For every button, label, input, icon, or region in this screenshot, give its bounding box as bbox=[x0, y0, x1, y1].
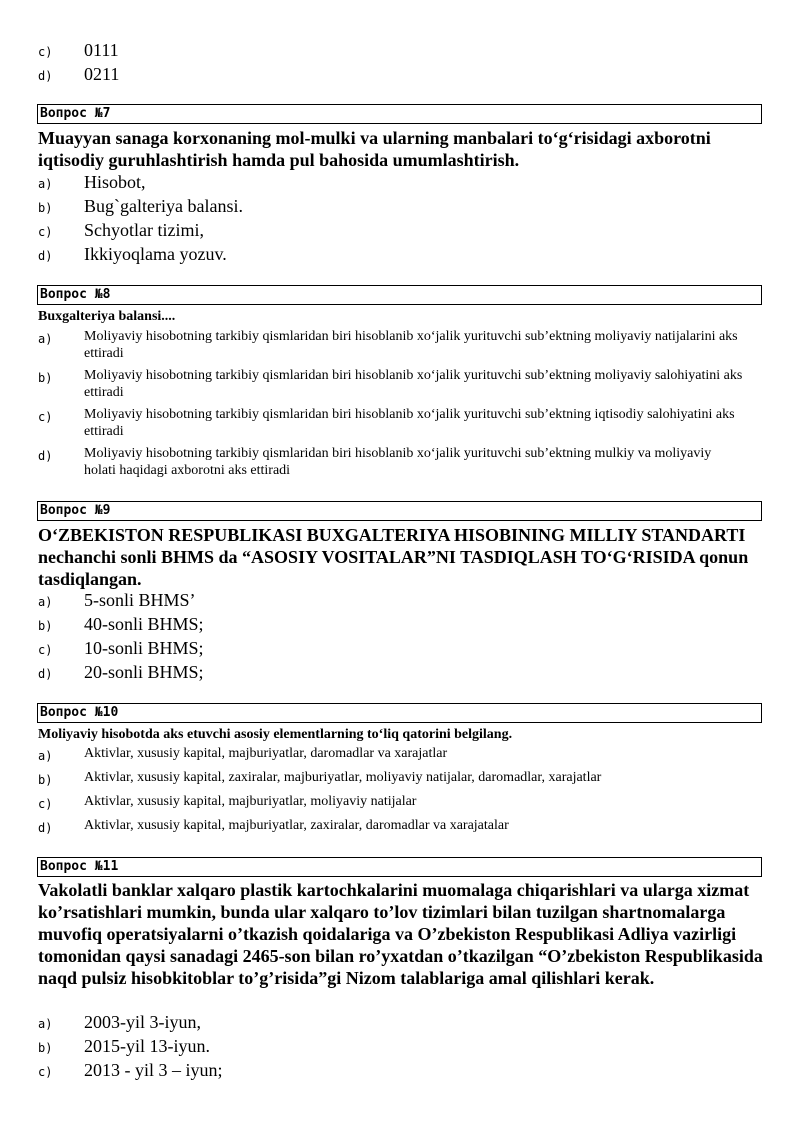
question-header: Вопрос №7 bbox=[37, 104, 762, 124]
option-text: 2003-yil 3-iyun, bbox=[84, 1012, 201, 1032]
option-text: Schyotlar tizimi, bbox=[84, 220, 204, 240]
option-text: Moliyaviy hisobotning tarkibiy qismlaridan biri hisoblanib xo‘jalik yurituvchi sub’ektning mulkiy va moliyaviy holati haqidagi axborotni aks ettiradi bbox=[84, 446, 712, 478]
option-letter: c) bbox=[38, 410, 53, 424]
option-letter: c) bbox=[38, 45, 53, 59]
option-text: 10-sonli BHMS; bbox=[84, 638, 204, 658]
question-header: Вопрос №9 bbox=[37, 501, 762, 521]
option-text: Aktivlar, xususiy kapital, majburiyatlar, moliyaviy natijalar bbox=[84, 794, 417, 809]
option-letter: c) bbox=[38, 225, 53, 239]
option-letter: b) bbox=[38, 201, 53, 215]
option-letter: a) bbox=[38, 1017, 53, 1031]
option-text: 0211 bbox=[84, 64, 120, 84]
option-text: 40-sonli BHMS; bbox=[84, 614, 204, 634]
question-text: Vakolatli banklar xalqaro plastik kartochkalarini muomalaga chiqarishlari va ularga xizmat ko’rsatishlari mumkin, bunda ular xalqaro to’lov tizimlari bilan tuzilgan shartnomalarga muvofiq operatsiyalarni o’tkazish qoidalariga va O’zbekiston Respublikasi Adliya vazirligi tomonidan qaysi sanadagi 2465-son bilan ro’yxatdan o’tkazilgan “O’zbekiston Respublikasida naqd pulsiz hisobkitoblar to’g’risida”gi Nizom talablariga amal qilishlari kerak. bbox=[38, 880, 763, 988]
option-letter: b) bbox=[38, 619, 53, 633]
question-header: Вопрос №11 bbox=[37, 857, 762, 877]
option-letter: c) bbox=[38, 643, 53, 657]
option-text: 0111 bbox=[84, 40, 119, 60]
option-letter: d) bbox=[38, 821, 53, 835]
option-text: 2013 - yil 3 – iyun; bbox=[84, 1060, 223, 1080]
question-header: Вопрос №8 bbox=[37, 285, 762, 305]
option-text: Aktivlar, xususiy kapital, zaxiralar, majburiyatlar, moliyaviy natijalar, daromadlar, xarajatlar bbox=[84, 770, 602, 785]
option-letter: d) bbox=[38, 449, 53, 463]
option-letter: d) bbox=[38, 249, 53, 263]
option-letter: b) bbox=[38, 773, 53, 787]
option-letter: c) bbox=[38, 797, 53, 811]
option-letter: d) bbox=[38, 69, 53, 83]
option-text: 5-sonli BHMS’ bbox=[84, 590, 196, 610]
option-text: 2015-yil 13-iyun. bbox=[84, 1036, 210, 1056]
option-letter: a) bbox=[38, 177, 53, 191]
option-letter: a) bbox=[38, 595, 53, 609]
option-letter: d) bbox=[38, 667, 53, 681]
option-text: Hisobot, bbox=[84, 172, 146, 192]
question-text: Moliyaviy hisobotda aks etuvchi asosiy elementlarning to‘liq qatorini belgilang. bbox=[38, 727, 513, 742]
question-text: Muayyan sanaga korxonaning mol-mulki va ularning manbalari to‘g‘risidagi axborotni iqtisodiy guruhlashtirish hamda pul bahosida umumlashtirish. bbox=[38, 128, 711, 170]
question-header: Вопрос №10 bbox=[37, 703, 762, 723]
option-text: Aktivlar, xususiy kapital, majburiyatlar, daromadlar va xarajatlar bbox=[84, 746, 448, 761]
option-letter: b) bbox=[38, 371, 53, 385]
option-text: Aktivlar, xususiy kapital, majburiyatlar, zaxiralar, daromadlar va xarajatalar bbox=[84, 818, 509, 833]
option-text: 20-sonli BHMS; bbox=[84, 662, 204, 682]
option-text: Ikkiyoqlama yozuv. bbox=[84, 244, 227, 264]
option-text: Moliyaviy hisobotning tarkibiy qismlaridan biri hisoblanib xo‘jalik yurituvchi sub’ektning iqtisodiy salohiyatini aks ettiradi bbox=[84, 407, 735, 439]
option-letter: b) bbox=[38, 1041, 53, 1055]
option-letter: a) bbox=[38, 332, 53, 346]
option-letter: a) bbox=[38, 749, 53, 763]
option-letter: c) bbox=[38, 1065, 53, 1079]
option-text: Moliyaviy hisobotning tarkibiy qismlaridan biri hisoblanib xo‘jalik yurituvchi sub’ektning moliyaviy natijalarini aks ettiradi bbox=[84, 329, 738, 361]
question-text: Buxgalteriya balansi.... bbox=[38, 309, 176, 324]
option-text: Bug`galteriya balansi. bbox=[84, 196, 243, 216]
option-text: Moliyaviy hisobotning tarkibiy qismlaridan biri hisoblanib xo‘jalik yurituvchi sub’ektning moliyaviy salohiyatini aks ettiradi bbox=[84, 368, 743, 400]
question-text: O‘ZBEKISTON RESPUBLIKASI BUXGALTERIYA HISOBINING MILLIY STANDARTI nechanchi sonli BHMS da “ASOSIY VOSITALAR”NI TASDIQLASH TO‘G‘RISIDA qonun tasdiqlangan. bbox=[38, 525, 749, 589]
